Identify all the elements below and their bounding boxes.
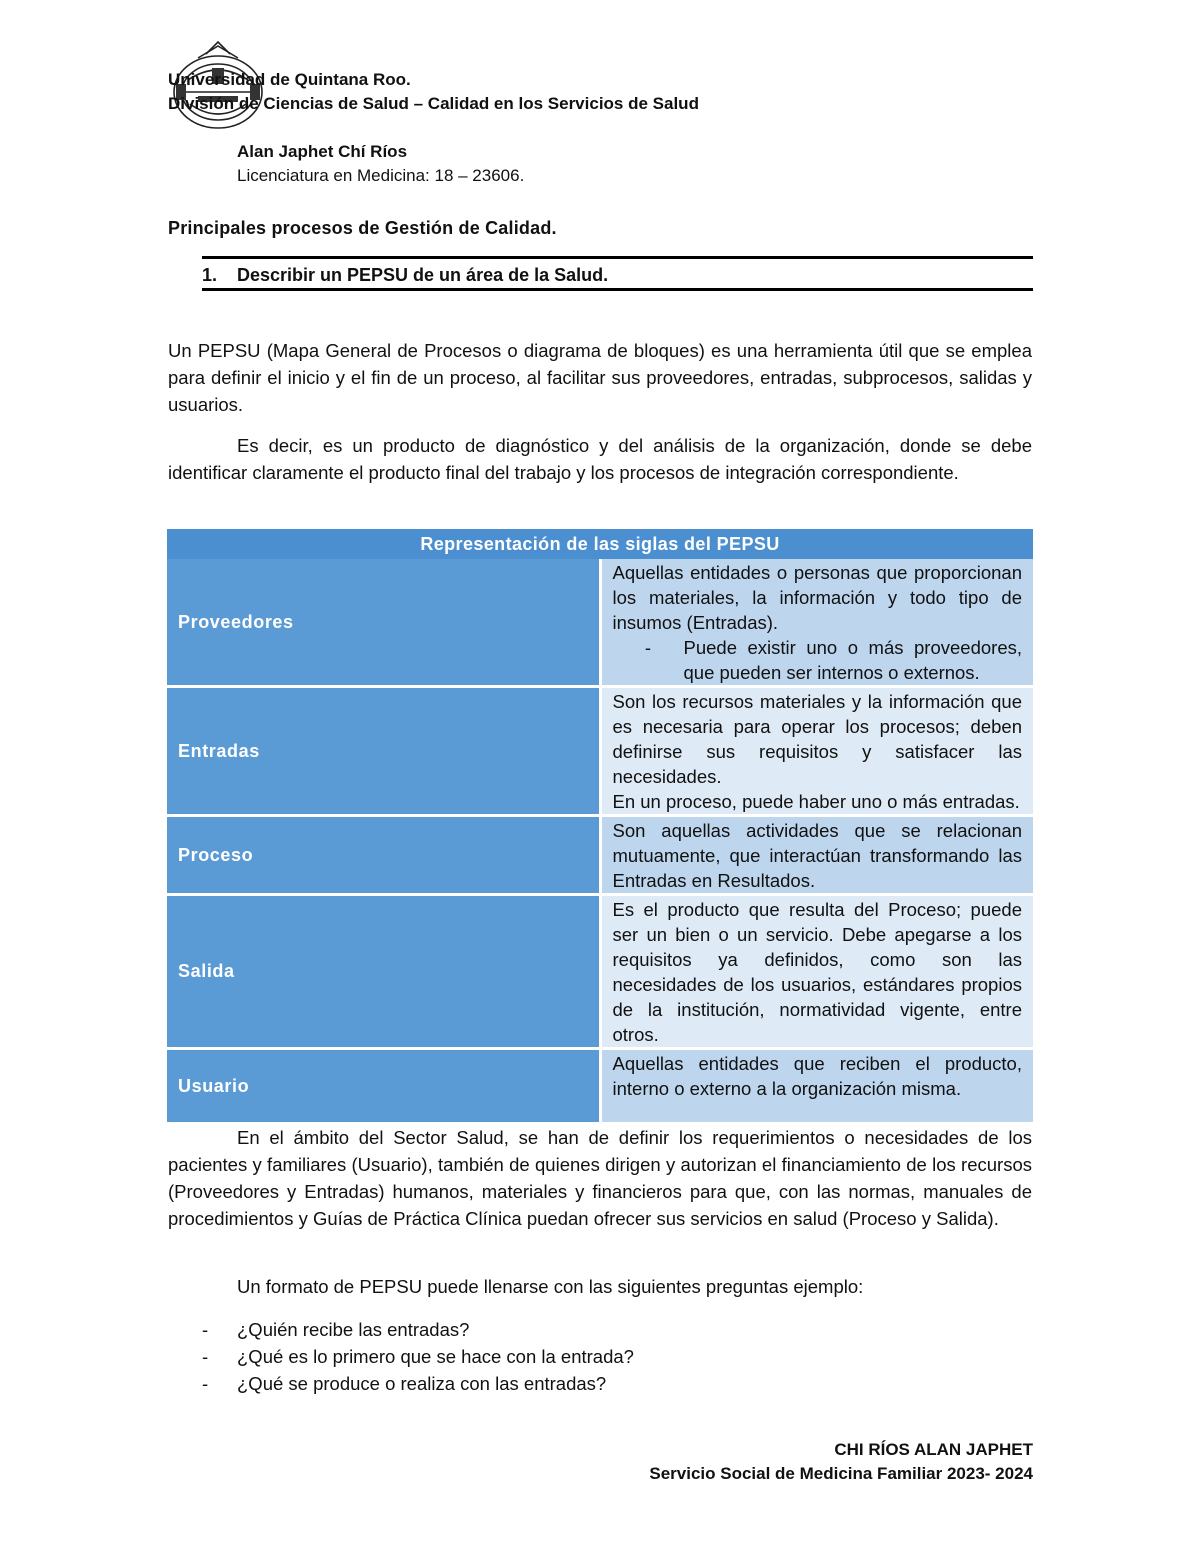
table-row [167, 816, 1033, 895]
row-label-entradas: Entradas [167, 687, 600, 816]
row-label-usuario: Usuario [167, 1049, 600, 1124]
footer [649, 1438, 1033, 1486]
division-name: División de Ciencias de Salud – Calidad en los Servicios de Salud [168, 94, 699, 113]
bullet-text: Puede existir uno o más proveedores, que pueden ser internos o externos. [683, 637, 1022, 683]
footer-name: CHI RÍOS ALAN JAPHET [834, 1440, 1033, 1459]
intro-paragraph-2 [168, 432, 1032, 486]
section-number: 1. [202, 265, 218, 285]
list-item [613, 635, 1023, 685]
row-text: Es el producto que resulta del Proceso; puede ser un bien o un servicio. Debe apegarse a los requisitos ya definidos, como son las necesidades de los usuarios, estándares propios de la institución, normatividad vigente, entre otros. [612, 899, 1022, 1045]
question-text: ¿Quién recibe las entradas? [237, 1319, 470, 1340]
table-row [167, 1049, 1033, 1124]
list-item [202, 1343, 634, 1370]
pepsu-table [167, 526, 1033, 1125]
question-text: ¿Qué se produce o realiza con las entradas? [237, 1373, 607, 1394]
row-text-2: En un proceso, puede haber uno o más entradas. [612, 791, 1020, 812]
row-label-proveedores: Proveedores [167, 559, 600, 687]
heading-rule-bottom [202, 288, 1033, 291]
bullet-dash: - [644, 637, 652, 658]
pepsu-table-header: Representación de las siglas del PEPSU [167, 528, 1033, 560]
question-text: ¿Qué es lo primero que se hace con la entrada? [237, 1346, 634, 1367]
intro-paragraph-2-text: Es decir, es un producto de diagnóstico y del análisis de la organización, donde se debe identificar claramente el producto final del trabajo y los procesos de integración correspondiente. [168, 435, 1032, 483]
table-row [167, 559, 1033, 687]
row-text: Aquellas entidades que reciben el producto, interno o externo a la organización misma. [612, 1053, 1022, 1099]
questions-list [202, 1316, 634, 1397]
footer-service: Servicio Social de Medicina Familiar 2023- 2024 [649, 1464, 1033, 1483]
author-program: Licenciatura en Medicina: 18 – 23606. [237, 166, 525, 185]
bullet-dash: - [202, 1346, 209, 1367]
body-paragraph-3-text: En el ámbito del Sector Salud, se han de definir los requerimientos o necesidades de los pacientes y familiares (Usuario), también de quienes dirigen y autorizan el financiamiento de los recursos (Proveedores y Entradas) humanos, materiales y financieros para que, con las normas, manuales de procedimientos y Guías de Práctica Clínica puedan ofrecer sus servicios en salud (Proceso y Salida). [168, 1127, 1032, 1229]
row-desc-usuario [600, 1049, 1033, 1124]
row-label-salida: Salida [167, 895, 600, 1049]
table-row [167, 687, 1033, 816]
author-name: Alan Japhet Chí Ríos [237, 142, 408, 161]
list-item [202, 1316, 634, 1343]
row-desc-proveedores [600, 559, 1033, 687]
row-desc-entradas [600, 687, 1033, 816]
heading-rule-top [202, 256, 1033, 259]
list-item [202, 1370, 634, 1397]
bullet-dash: - [202, 1319, 209, 1340]
row-text: Son los recursos materiales y la información que es necesaria para operar los procesos; deben definirse sus requisitos y satisfacer las necesidades. [612, 691, 1022, 787]
row-desc-salida [600, 895, 1033, 1049]
section-heading-text: Describir un PEPSU de un área de la Salud. [237, 265, 609, 285]
body-paragraph-4-text: Un formato de PEPSU puede llenarse con las siguientes preguntas ejemplo: [237, 1276, 864, 1297]
body-paragraph-3 [168, 1124, 1032, 1232]
row-text: Aquellas entidades o personas que proporcionan los materiales, la información y todo tipo de insumos (Entradas). [612, 562, 1022, 633]
intro-paragraph-1: Un PEPSU (Mapa General de Procesos o diagrama de bloques) es una herramienta útil que se emplea para definir el inicio y el fin de un proceso, al facilitar sus proveedores, entradas, subprocesos, salidas y usuarios. [168, 340, 1032, 415]
section-heading [202, 265, 608, 286]
row-text: Son aquellas actividades que se relacionan mutuamente, que interactúan transformando las Entradas en Resultados. [612, 820, 1022, 891]
document-title: Principales procesos de Gestión de Calidad. [168, 218, 557, 238]
table-row [167, 895, 1033, 1049]
university-name: Universidad de Quintana Roo. [168, 70, 411, 89]
row-label-proceso: Proceso [167, 816, 600, 895]
body-paragraph-4 [168, 1273, 1032, 1300]
row-desc-proceso [600, 816, 1033, 895]
bullet-dash: - [202, 1373, 209, 1394]
